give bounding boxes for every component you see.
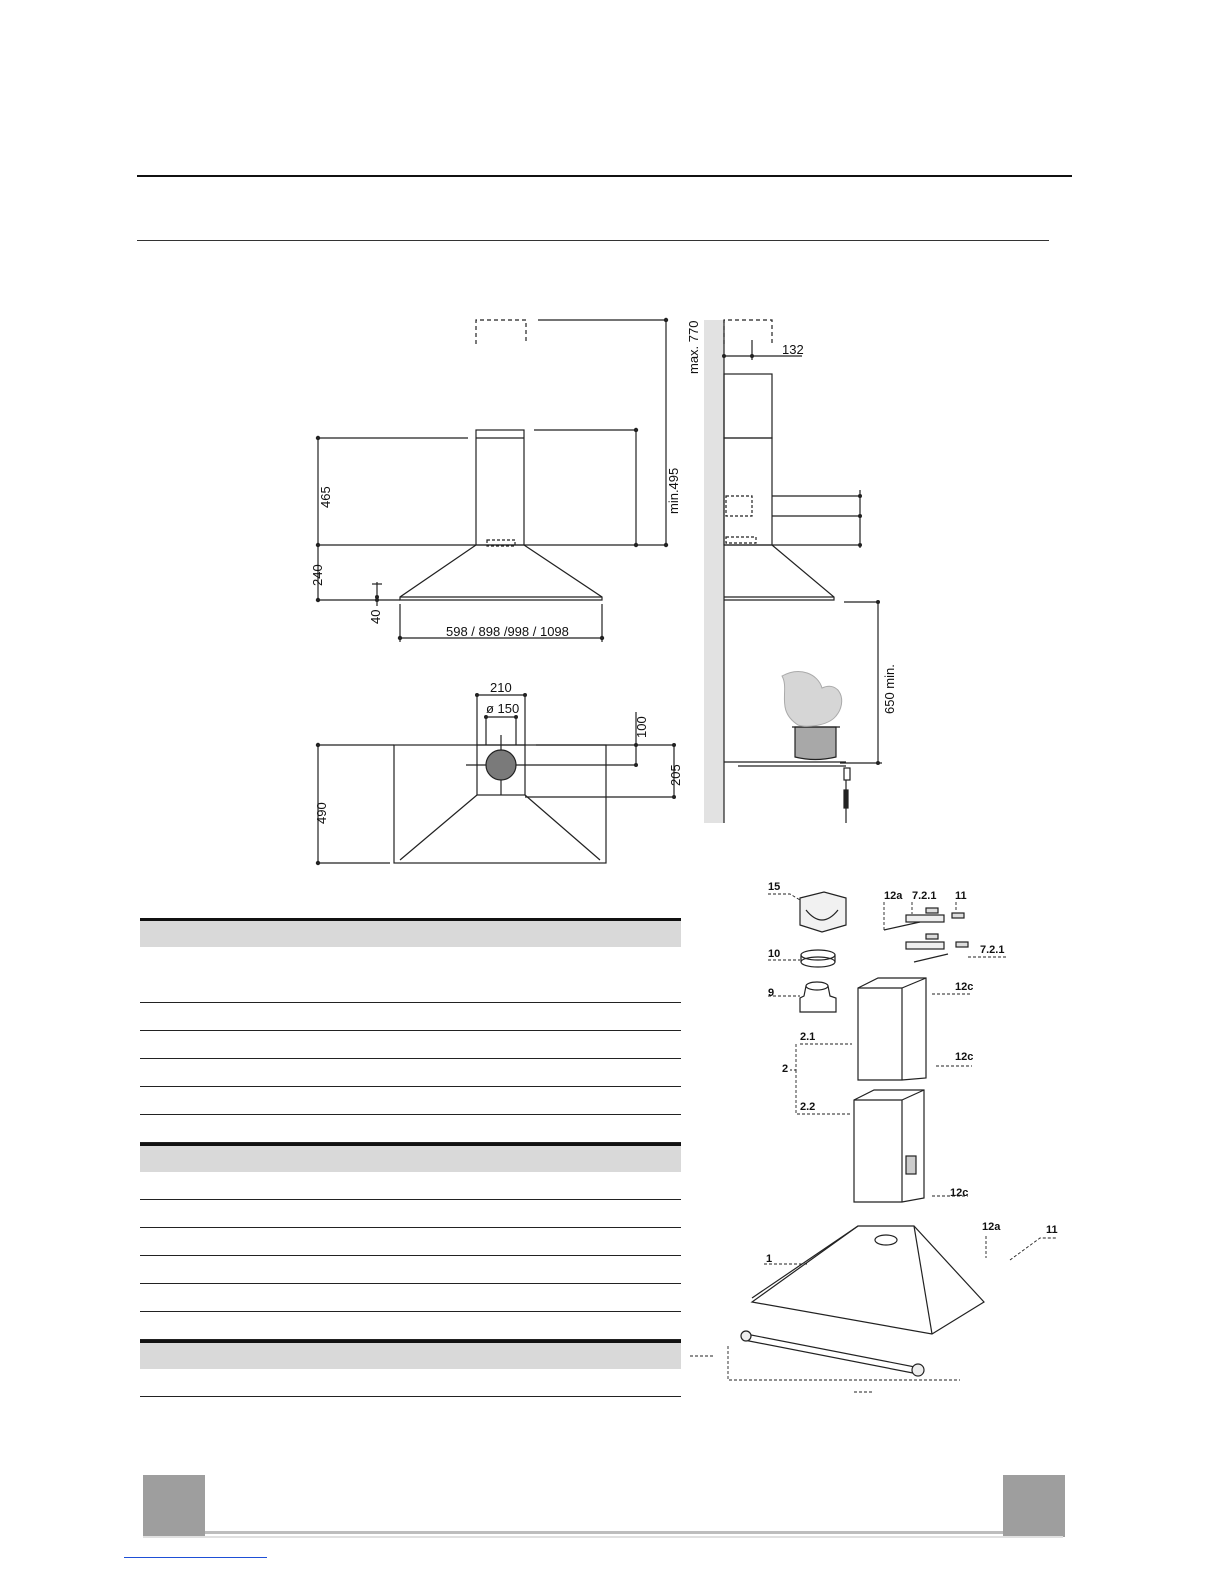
dim-465: 465: [318, 486, 333, 508]
dim-210: 210: [490, 680, 512, 695]
table-row: [140, 1256, 681, 1284]
front-view: [318, 320, 666, 642]
part-label-12c-2: 12c: [955, 1051, 974, 1063]
table-section-header: [140, 918, 681, 947]
part-label-721-right: 7.2.1: [980, 944, 1005, 956]
footer-underline: [143, 1536, 1063, 1538]
part-label-15: 15: [768, 881, 781, 893]
part-label-1: 1: [766, 1253, 773, 1265]
table-row: [140, 1284, 681, 1312]
part-label-10: 10: [768, 948, 781, 960]
dim-100: 100: [634, 716, 649, 738]
link-underline[interactable]: [124, 1557, 267, 1558]
table-row: [140, 1031, 681, 1059]
part-label-2-1: 2.1: [800, 1031, 816, 1043]
table-row: [140, 1059, 681, 1087]
footer-right-block: [1003, 1475, 1065, 1537]
part-label-2-2: 2.2: [800, 1101, 816, 1113]
dim-205: 205: [668, 764, 683, 786]
dim-150: ø 150: [486, 701, 520, 716]
dim-240: 240: [310, 564, 325, 586]
part-label-9: 9: [768, 987, 775, 999]
part-label-12a-bottom: 12a: [982, 1221, 1001, 1233]
outlet-circle: [486, 750, 516, 780]
table-row: [140, 947, 681, 1003]
steam-icon: [782, 672, 842, 727]
dim-650-min: 650 min.: [882, 664, 897, 714]
footer-line: [205, 1531, 1003, 1534]
table-row: [140, 1228, 681, 1256]
part-label-721-top: 7.2.1: [912, 890, 937, 902]
dim-widths: 598 / 898 /998 / 1098: [446, 624, 569, 639]
dim-132: 132: [782, 342, 804, 357]
part-label-11-top: 11: [955, 890, 967, 902]
dim-max-770: max. 770: [686, 320, 701, 374]
spec-table: [140, 918, 681, 1397]
part-label-11-bottom: 11: [1046, 1224, 1058, 1236]
table-row: [140, 1087, 681, 1115]
table-row: [140, 1312, 681, 1340]
table-row: [140, 1200, 681, 1228]
dim-490: 490: [314, 802, 329, 824]
table-row: [140, 1369, 681, 1397]
table-row: [140, 1115, 681, 1143]
table-row: [140, 1003, 681, 1031]
exploded-view: [690, 892, 1056, 1392]
table-section-header: [140, 1340, 681, 1369]
part-label-2: 2: [782, 1063, 789, 1075]
table-section-header: [140, 1143, 681, 1172]
footer-left-block: [143, 1475, 205, 1537]
part-label-12a-top: 12a: [884, 890, 903, 902]
dim-40: 40: [368, 609, 383, 624]
part-label-12c-3: 12c: [950, 1187, 969, 1199]
side-view: [704, 320, 882, 823]
part-label-12c-1: 12c: [955, 981, 974, 993]
table-row: [140, 1172, 681, 1200]
dim-min-495: min.495: [666, 467, 681, 514]
